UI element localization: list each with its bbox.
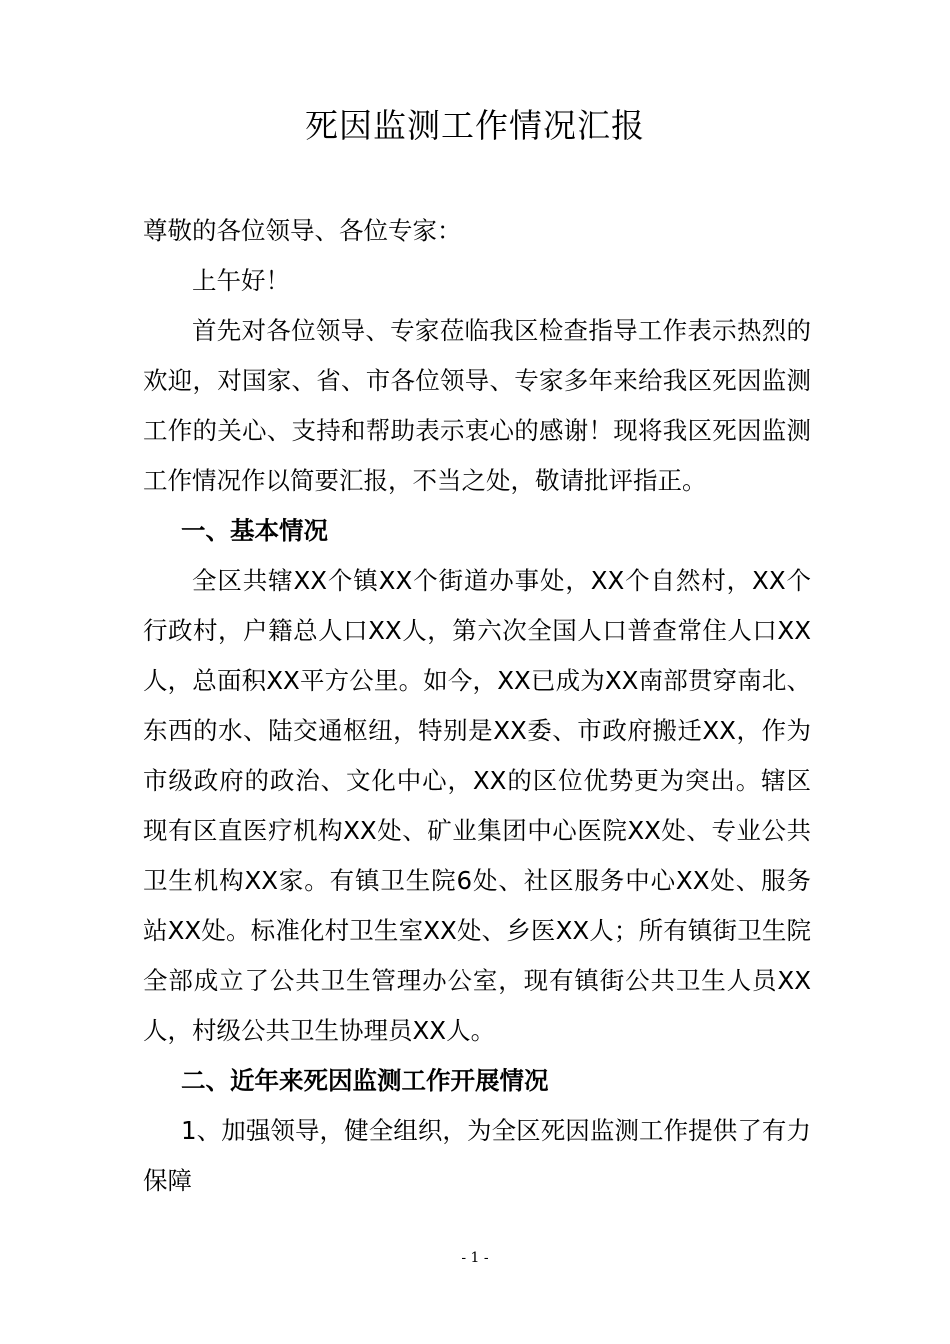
section-heading-basic-info: 一、基本情况: [181, 516, 328, 545]
section-heading-work-progress: 二、近年来死因监测工作开展情况: [181, 1066, 549, 1095]
section-paragraph-basic-info: 全区共辖XX个镇XX个街道办事处，XX个自然村，XX个行政村，户籍总人口XX人，第六次全国人口普查常住人口XX人，总面积XX平方公里。如今，XX已成为XX南部贯穿南北、东西的水、陆交通枢纽，特别是XX委、市政府搬迁XX，作为市级政府的政治、文化中心，XX的区位优势更为突出。辖区现有区直医疗机构XX处、矿业集团中心医院XX处、专业公共卫生机构XX家。有镇卫生院6处、社区服务中心XX处、服务站XX处。标准化村卫生室XX处、乡医XX人；所有镇街卫生院全部成立了公共卫生管理办公室，现有镇街公共卫生人员XX人，村级公共卫生协理员XX人。: [143, 566, 811, 1045]
document-title: 死因监测工作情况汇报: [305, 106, 645, 145]
subsection-item-1: 1、加强领导，健全组织，为全区死因监测工作提供了有力保障: [143, 1116, 811, 1195]
intro-paragraph: 首先对各位领导、专家莅临我区检查指导工作表示热烈的欢迎，对国家、省、市各位领导、专家多年来给我区死因监测工作的关心、支持和帮助表示衷心的感谢！现将我区死因监测工作情况作以简要汇报，不当之处，敬请批评指正。: [143, 316, 811, 495]
document-body: [143, 206, 811, 1206]
greeting: 上午好！: [192, 266, 290, 295]
salutation: 尊敬的各位领导、各位专家：: [143, 216, 462, 245]
page-number: - 1 -: [461, 1250, 489, 1266]
